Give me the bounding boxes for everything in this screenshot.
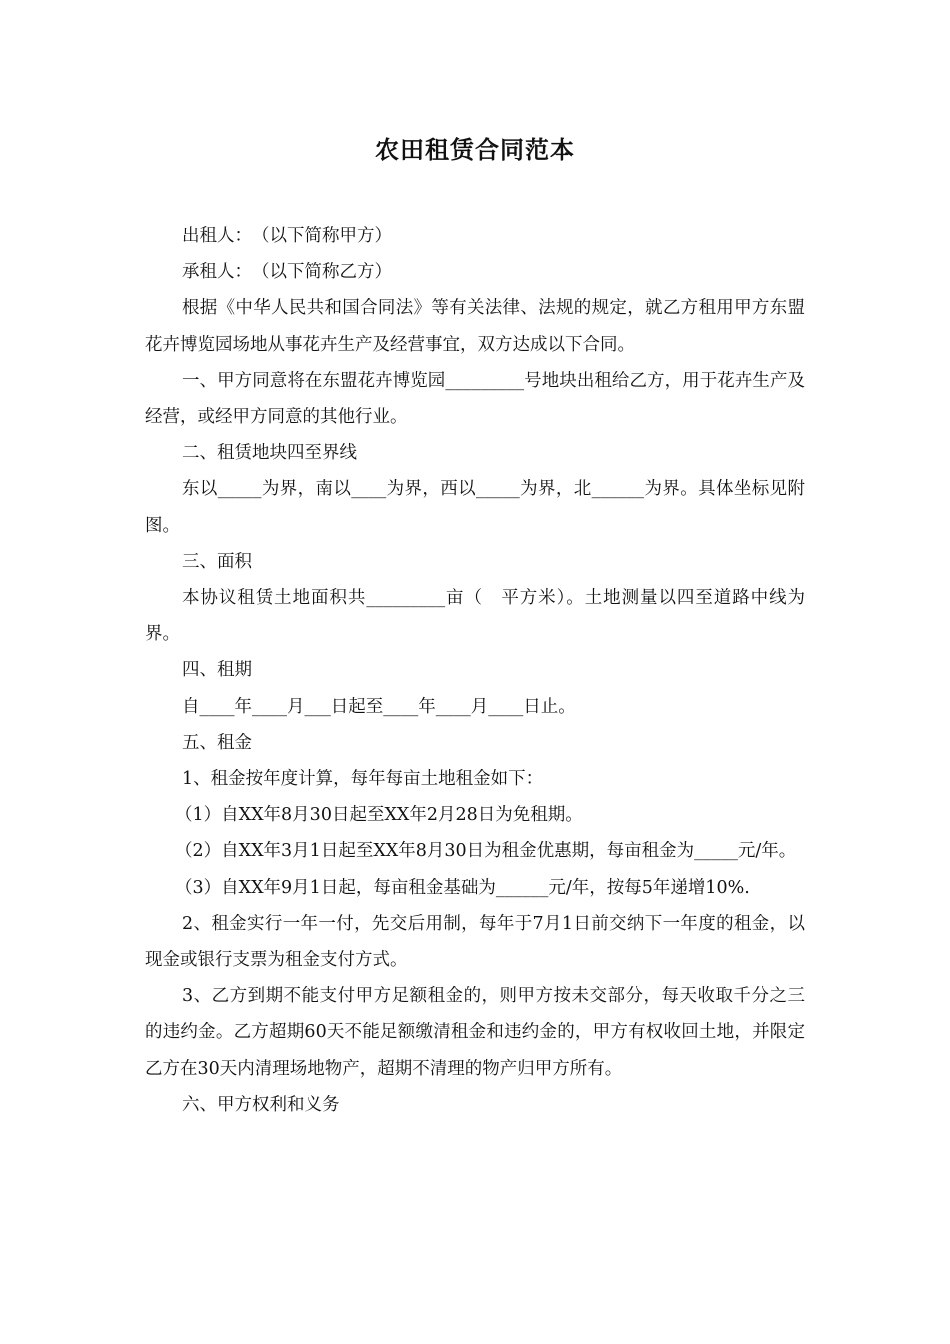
heading-clause-4: 四、租期	[182, 660, 252, 681]
paragraph-rent-1-2: （2）自XX年3月1日起至XX年8月30日为租金优惠期，每亩租金为_____元/年。	[175, 841, 797, 862]
paragraph-rent-1: 1、租金按年度计算，每年每亩土地租金如下：	[182, 769, 544, 790]
paragraph-area: 本协议租赁土地面积共_________亩（ 平方米）。土地测量以四至道路中线为界。	[145, 588, 805, 645]
paragraph-clause-1: 一、甲方同意将在东盟花卉博览园_________号地块出租给乙方，用于花卉生产及经营，或经甲方同意的其他行业。	[145, 370, 805, 428]
paragraph-lessee: 承租人： （以下简称乙方）	[182, 262, 392, 283]
paragraph-preamble: 根据《中华人民共和国合同法》等有关法律、法规的规定，就乙方租用甲方东盟花卉博览园场地从事花卉生产及经营事宜，双方达成以下合同。	[145, 298, 805, 355]
paragraph-lessor: 出租人： （以下简称甲方）	[182, 226, 392, 246]
paragraph-term: 自____年____月___日起至____年____月____日止。	[182, 696, 576, 717]
paragraph-boundaries: 东以_____为界，南以____为界，西以_____为界，北______为界。具体坐标见附图。	[145, 479, 805, 536]
heading-clause-5: 五、租金	[182, 732, 252, 753]
document-title: 农田租赁合同范本	[375, 135, 575, 164]
document-body	[145, 218, 805, 1123]
heading-clause-6: 六、甲方权利和义务	[182, 1094, 340, 1115]
paragraph-rent-1-3: （3）自XX年9月1日起，每亩租金基础为______元/年，按每5年递增10%.	[175, 877, 750, 898]
paragraph-rent-3: 3、乙方到期不能支付甲方足额租金的，则甲方按未交部分，每天收取千分之三的违约金。乙方超期60天不能足额缴清租金和违约金的，甲方有权收回土地，并限定乙方在30天内清理场地物产，超期不清理的物产归甲方所有。	[145, 986, 805, 1079]
paragraph-rent-1-1: （1）自XX年8月30日起至XX年2月28日为免租期。	[175, 805, 583, 826]
paragraph-rent-2: 2、租金实行一年一付，先交后用制，每年于7月1日前交纳下一年度的租金，以现金或银行支票为租金支付方式。	[145, 913, 805, 971]
heading-clause-3: 三、面积	[182, 551, 252, 572]
heading-clause-2: 二、租赁地块四至界线	[182, 443, 357, 464]
